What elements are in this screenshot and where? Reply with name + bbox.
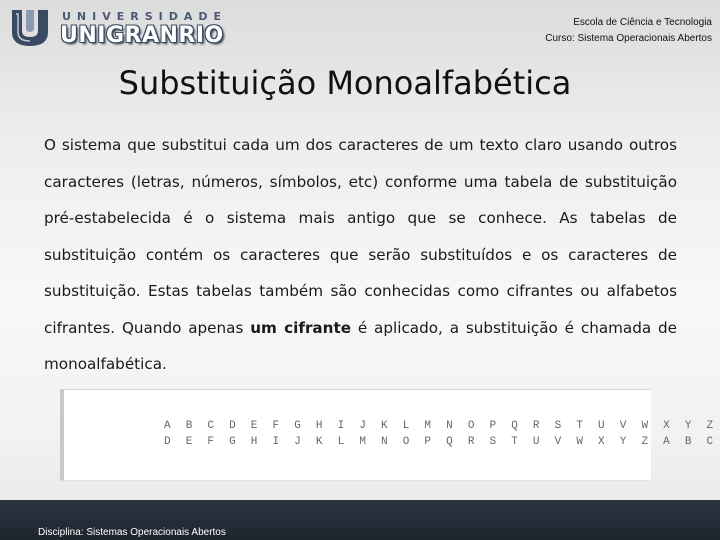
cipher-alphabet-row: D E F G H I J K L M N O P Q R S T U V W X Y Z A B C — [164, 436, 718, 448]
paragraph-bold-term: um cifrante — [250, 318, 352, 337]
unigranrio-emblem-icon — [6, 6, 54, 50]
course-header — [545, 15, 712, 47]
slide-title: Substituição Monoalfabética — [118, 64, 572, 102]
logo-unigranrio-text: UNIGRANRIO — [60, 23, 224, 48]
plain-alphabet-row: A B C D E F G H I J K L M N O P Q R S T U V W X Y Z — [164, 420, 718, 432]
footer-discipline: Disciplina: Sistemas Operacionais Abertos — [38, 527, 226, 538]
university-logo — [6, 6, 228, 50]
body-paragraph — [44, 127, 677, 383]
footer-bar — [0, 500, 720, 540]
school-name: Escola de Ciência e Tecnologia — [573, 17, 712, 28]
cipher-table-image — [60, 389, 718, 481]
logo-universidade-text: UNIVERSIDADE — [62, 10, 228, 23]
paragraph-text-start: O sistema que substitui cada um dos caracteres de um texto claro usando outros caracteres (letras, números, símbolos, etc) conforme uma tabela de substituição pré-estabelecida é o sistema mais antigo que se conhece. As tabelas de substituição contém os caracteres que serão substituídos e os caracteres de substituição. Estas tabelas também são conhecidas como cifrantes ou alfabetos cifrantes. Quando apenas — [44, 136, 677, 337]
paragraph-text-end: é aplicado, a substituição é chamada de monoalfabética. — [44, 318, 677, 373]
course-name: Curso: Sistema Operacionais Abertos — [545, 33, 712, 44]
